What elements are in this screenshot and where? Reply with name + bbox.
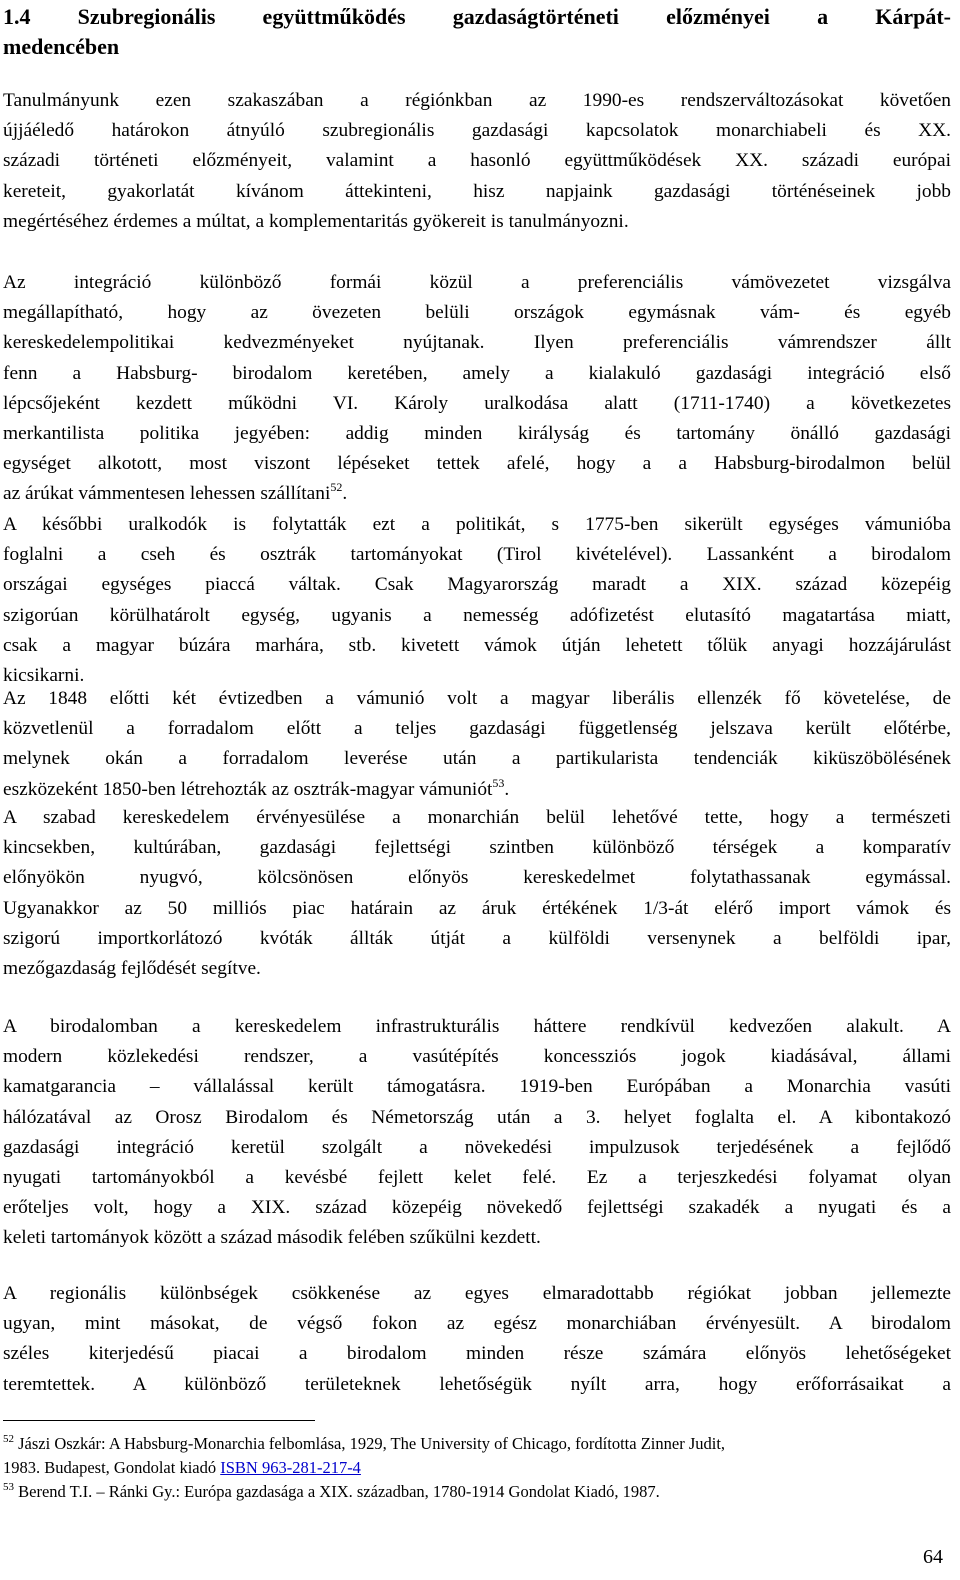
text-line: keleti tartományok között a század második felében szűkülni kezdett. bbox=[3, 1227, 541, 1249]
text-line: kincsekben, kultúrában, gazdasági fejlettségi szintben különböző térségek a komparatív bbox=[3, 837, 951, 859]
section-heading bbox=[3, 2, 951, 62]
text-line: szigorú importkorlátozó kvóták állták útját a külföldi versenynek a belföldi ipar, bbox=[3, 927, 951, 949]
text-line: kereteit, gyakorlatát kívánom áttekinteni, hisz napjaink gazdasági történéseinek jobb bbox=[3, 180, 951, 202]
text-segment: eszközeként 1850-ben létrehozták az osztrák-magyar vámuniót bbox=[3, 778, 493, 800]
text-line: Tanulmányunk ezen szakaszában a régiónkban az 1990-es rendszerváltozásokat követően bbox=[3, 90, 951, 111]
footnote-text: 1983. Budapest, Gondolat kiadó bbox=[3, 1458, 221, 1477]
text-line: újjáéledő határokon átnyúló szubregionális gazdasági kapcsolatok monarchiabeli és XX. bbox=[3, 120, 951, 142]
text-line: ugyan, mint másokat, de végső fokon az egész monarchiában érvényesült. A birodalom bbox=[3, 1313, 951, 1335]
footnotes bbox=[3, 1432, 951, 1504]
text-line: A későbbi uralkodók is folytatták ezt a politikát, s 1775-ben sikerült egységes vámunióba bbox=[3, 514, 951, 535]
text-line: A regionális különbségek csökkenése az egyes elmaradottabb régiókat jobban jellemezte bbox=[3, 1283, 951, 1304]
footnote-ref-52[interactable]: 52 bbox=[330, 480, 343, 495]
footnote-53 bbox=[3, 1480, 951, 1504]
text-line: merkantilista politika jegyében: addig minden királyság és tartomány önálló gazdasági bbox=[3, 422, 951, 444]
text-line: kicsikarni. bbox=[3, 664, 85, 686]
heading-line-2: medencében bbox=[3, 34, 120, 60]
text-line: kereskedelempolitikai kedvezményeket nyújtanak. Ilyen preferenciális vámrendszer állt bbox=[3, 332, 951, 354]
text-line: foglalni a cseh és osztrák tartományokat (Tirol kivételével). Lassanként a birodalom bbox=[3, 544, 951, 566]
text-line: országai egységes piaccá váltak. Csak Magyarország maradt a XIX. század közepéig bbox=[3, 574, 951, 596]
text-line: századi történeti előzményeit, valamint a hasonló együttműködések XX. századi európai bbox=[3, 150, 951, 172]
text-line: egységet alkotott, most viszont lépéseket tettek afelé, hogy a a Habsburg-birodalmon belül bbox=[3, 453, 951, 475]
paragraph-5 bbox=[3, 803, 951, 984]
page-number: 64 bbox=[923, 1546, 943, 1568]
text-line bbox=[3, 479, 951, 509]
heading-line-1: 1.4 Szubregionális együttműködés gazdaságtörténeti előzményei a Kárpát- bbox=[3, 4, 951, 29]
footnote-line bbox=[3, 1456, 951, 1480]
text-line: nyugati tartományokból a kevésbé fejlett kelet felé. Ez a terjeszkedési folyamat olyan bbox=[3, 1166, 951, 1188]
text-line: szigorúan körülhatárolt egység, ugyanis a nemesség adófizetést elutasító magatartása miatt, bbox=[3, 604, 951, 626]
text-line: előnyökön nyugvó, kölcsönösen előnyös kereskedelmet folytathassanak egymással. bbox=[3, 867, 951, 889]
text-segment: . bbox=[504, 778, 510, 800]
footnote-line bbox=[3, 1432, 951, 1456]
footnote-52 bbox=[3, 1432, 951, 1480]
footnote-number: 53 bbox=[3, 1481, 14, 1493]
text-line: Az 1848 előtti két évtizedben a vámunió volt a magyar liberális ellenzék fő követelése, de bbox=[3, 688, 951, 709]
text-line: közvetlenül a forradalom előtt a teljes gazdasági függetlenség jelszava került előtérbe, bbox=[3, 718, 951, 740]
text-line: A szabad kereskedelem érvényesülése a monarchián belül lehetővé tette, hogy a természeti bbox=[3, 807, 951, 828]
paragraph-1 bbox=[3, 86, 951, 237]
text-line: lépcsőjeként kezdett működni VI. Károly uralkodása alatt (1711-1740) a következetes bbox=[3, 392, 951, 414]
footnote-text: Berend T.I. – Ránki Gy.: Európa gazdasága a XIX. században, 1780-1914 Gondolat Kiadó, 1987. bbox=[18, 1482, 660, 1501]
paragraph-2 bbox=[3, 268, 951, 510]
text-line: melynek okán a forradalom leverése után a partikularista tendenciák kiküszöbölésének bbox=[3, 748, 951, 770]
text-line: széles kiterjedésű piacai a birodalom minden része számára előnyös lehetőségeket bbox=[3, 1343, 951, 1365]
footnote-divider bbox=[3, 1420, 315, 1421]
text-line: kamatgarancia – vállalással került támogatásra. 1919-ben Európában a Monarchia vasúti bbox=[3, 1076, 951, 1098]
text-line: Ugyanakkor az 50 milliós piac határain az áruk értékének 1/3-át elérő import vámok és bbox=[3, 897, 951, 919]
text-line: megállapítható, hogy az övezeten belüli országok egymásnak vám- és egyéb bbox=[3, 302, 951, 324]
paragraph-6 bbox=[3, 1012, 951, 1254]
text-line: gazdasági integráció keretül szolgált a növekedési impulzusok terjedésének a fejlődő bbox=[3, 1136, 951, 1158]
text-line: megértéséhez érdemes a múltat, a komplementaritás gyökereit is tanulmányozni. bbox=[3, 210, 629, 232]
text-line: fenn a Habsburg- birodalom keretében, amely a kialakuló gazdasági integráció első bbox=[3, 362, 951, 384]
text-line: mezőgazdaság fejlődését segítve. bbox=[3, 957, 261, 979]
isbn-link[interactable]: ISBN 963-281-217-4 bbox=[220, 1458, 361, 1477]
text-line: hálózatával az Orosz Birodalom és Németország után a 3. helyet foglalta el. A kibontakozó bbox=[3, 1106, 951, 1128]
paragraph-4 bbox=[3, 684, 951, 805]
text-line: A birodalomban a kereskedelem infrastrukturális háttere rendkívül kedvezően alakult. A bbox=[3, 1016, 951, 1037]
footnote-ref-53[interactable]: 53 bbox=[492, 775, 505, 790]
paragraph-7 bbox=[3, 1279, 951, 1400]
paragraph-3 bbox=[3, 510, 951, 691]
text-line: modern közlekedési rendszer, a vasútépítés koncessziós jogok kiadásával, állami bbox=[3, 1046, 951, 1068]
text-line: erőteljes volt, hogy a XIX. század közepéig növekedő fejlettségi szakadék a nyugati és a bbox=[3, 1197, 951, 1219]
footnote-text: Jászi Oszkár: A Habsburg-Monarchia felbomlása, 1929, The University of Chicago, fordította Zinner Judit, bbox=[18, 1434, 726, 1453]
text-line: csak a magyar búzára marhára, stb. kivetett vámok útján lehetett tőlük anyagi hozzájárulást bbox=[3, 634, 951, 656]
text-segment: . bbox=[342, 483, 348, 505]
text-segment: az árúkat vámmentesen lehessen szállítani bbox=[3, 483, 331, 505]
footnote-number: 52 bbox=[3, 1433, 14, 1445]
text-line bbox=[3, 775, 951, 805]
text-line: teremtettek. A különböző területeknek lehetőségük nyílt arra, hogy erőforrásaikat a bbox=[3, 1373, 951, 1395]
text-line: Az integráció különböző formái közül a preferenciális vámövezetet vizsgálva bbox=[3, 272, 951, 293]
footnote-line bbox=[3, 1480, 951, 1504]
